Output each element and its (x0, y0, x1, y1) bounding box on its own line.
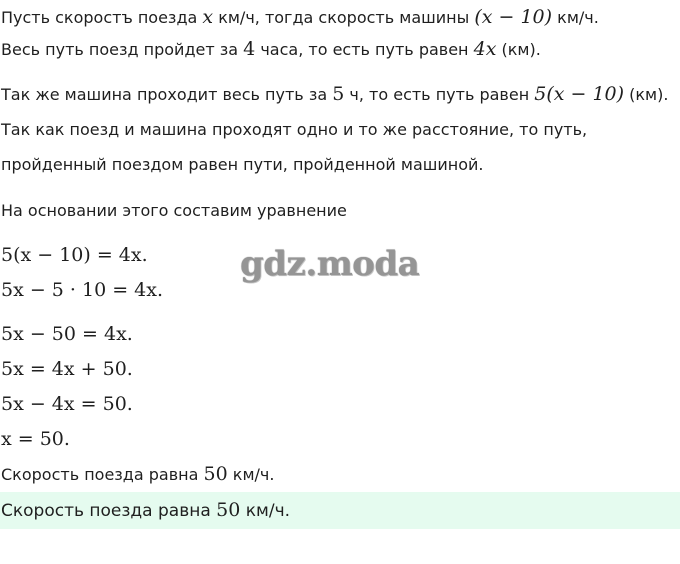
math-number: 50 (203, 463, 228, 485)
answer-text: Скорость поезда равна (1, 501, 217, 521)
math-expression: 5(x − 10) (534, 83, 625, 105)
equation-4: 5x = 4x + 50. (1, 358, 133, 380)
conclusion-text: км/ч. (227, 465, 275, 484)
conclusion-line (1, 463, 274, 486)
equation-6: x = 50. (1, 428, 70, 450)
math-number: 4 (243, 38, 256, 60)
intro-text: (км). (496, 40, 541, 59)
equation-1: 5(x − 10) = 4x. (1, 244, 148, 266)
equation-5: 5x − 4x = 50. (1, 393, 133, 415)
answer-text: км/ч. (240, 501, 291, 521)
intro-text: Так же машина проходит весь путь за (1, 85, 333, 104)
math-expression: 4x (473, 38, 497, 60)
intro-text: часа, то есть путь равен (255, 40, 474, 59)
answer-line (1, 498, 290, 523)
watermark-logo: gdz.moda (240, 244, 420, 284)
intro-line-5: пройденный поездом равен пути, пройденной машиной. (1, 155, 484, 174)
intro-text: км/ч. (552, 8, 599, 27)
intro-line-3 (1, 83, 668, 106)
intro-text: Весь путь поезд пройдет за (1, 40, 244, 59)
math-number: 5 (332, 83, 345, 105)
intro-line-2 (1, 38, 541, 61)
intro-text: ч, то есть путь равен (344, 85, 535, 104)
answer-box (0, 492, 680, 529)
math-variable: x (202, 6, 214, 28)
equation-3: 5x − 50 = 4x. (1, 323, 133, 345)
math-number: 50 (216, 499, 241, 521)
intro-text: Пусть скоростъ поезда (1, 8, 203, 27)
intro-line-4: Так как поезд и машина проходят одно и то же расстояние, то путь, (1, 120, 588, 139)
intro-line-6: На основании этого составим уравнение (1, 201, 347, 220)
conclusion-text: Скорость поезда равна (1, 465, 204, 484)
math-expression: (x − 10) (474, 6, 553, 28)
intro-text: (км). (624, 85, 669, 104)
intro-line-1 (1, 6, 599, 29)
equation-2: 5x − 5 · 10 = 4x. (1, 279, 164, 301)
intro-text: км/ч, тогда скорость машины (213, 8, 475, 27)
